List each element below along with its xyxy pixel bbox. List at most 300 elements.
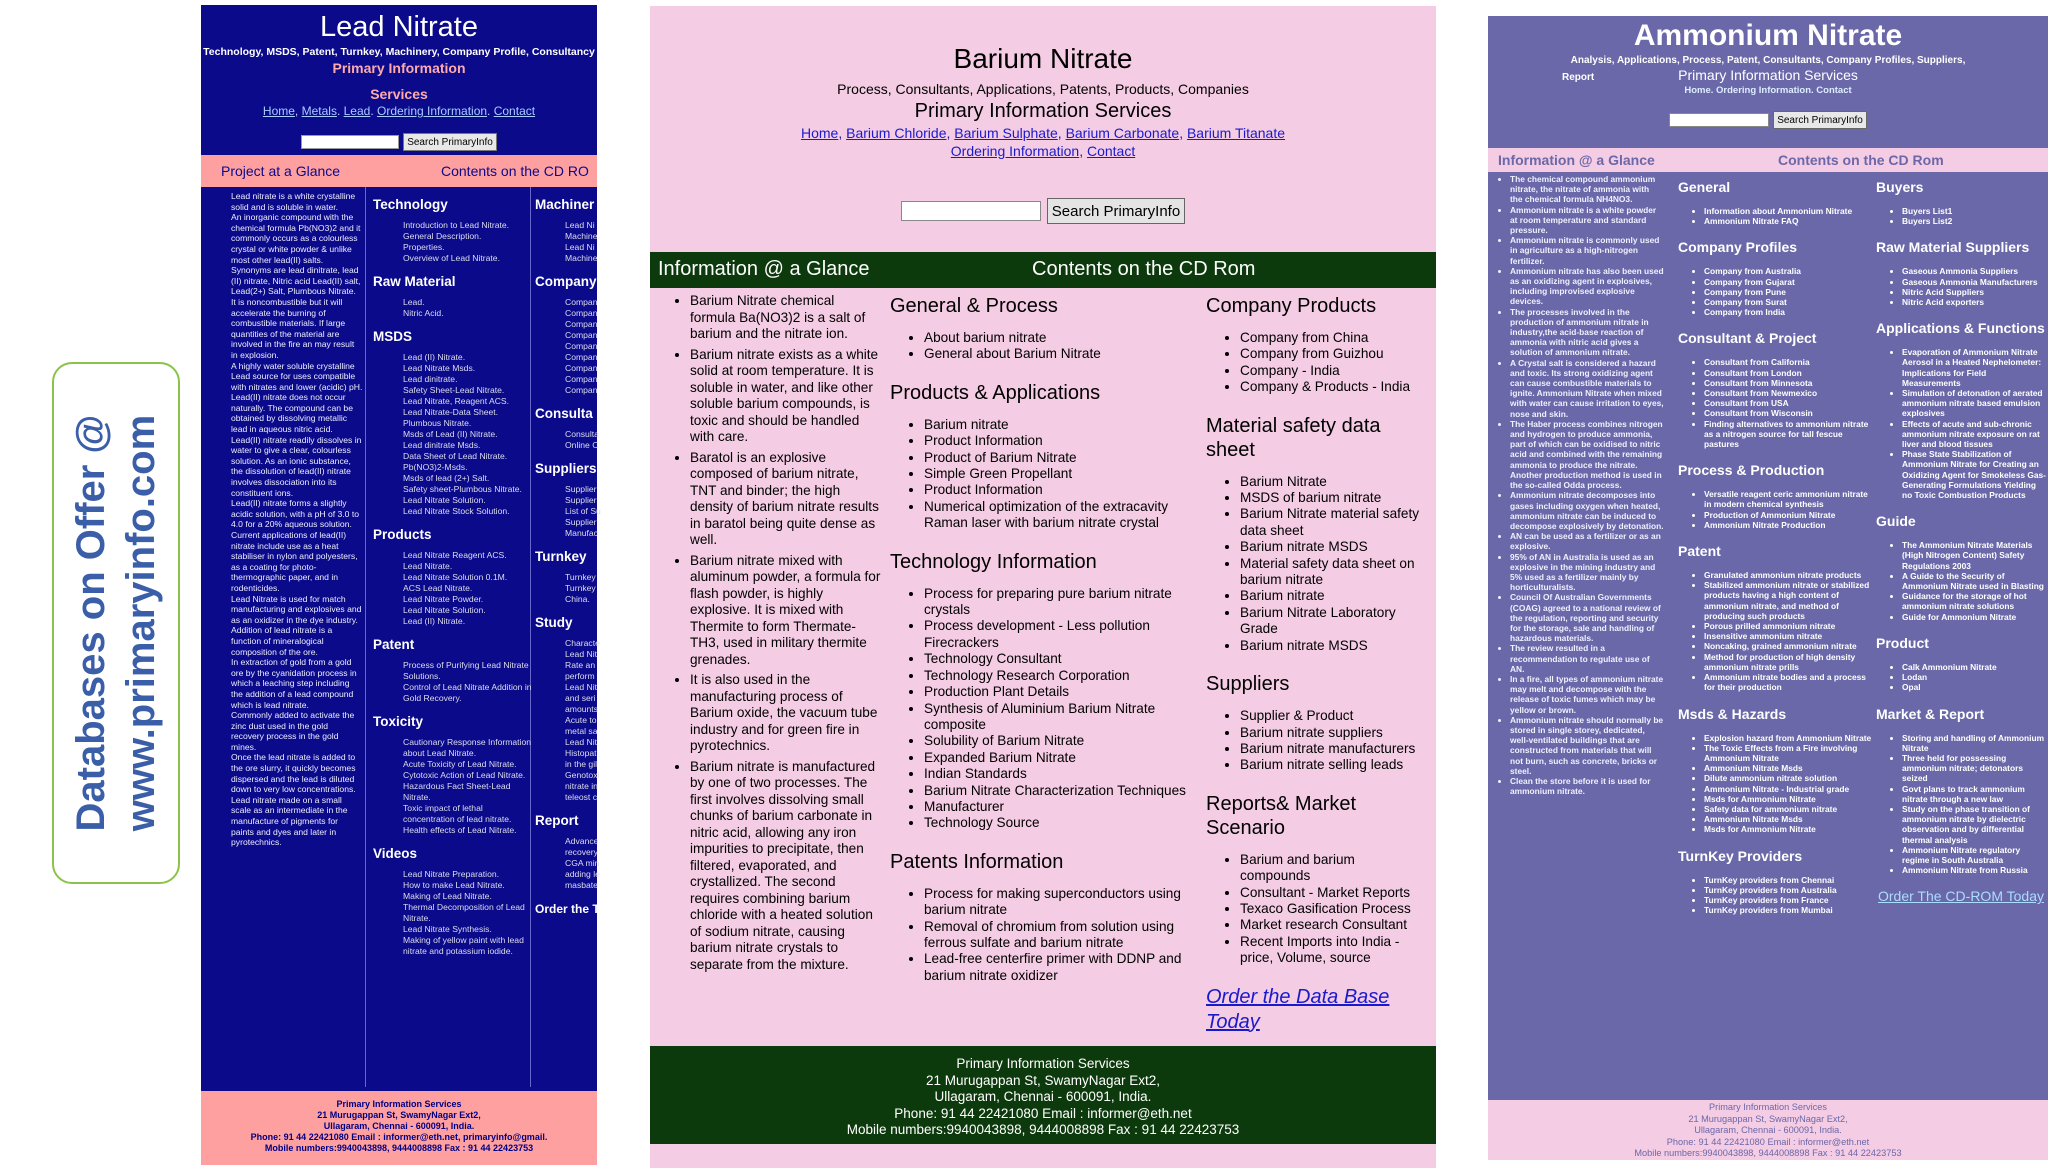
nav-link-barium-carbonate[interactable]: Barium Carbonate [1065,125,1180,141]
section-links [1206,708,1428,774]
content-link[interactable]: • Buyers List1 [1902,206,2046,216]
content-link[interactable]: • About barium nitrate [924,330,1200,346]
content-link[interactable]: Supplier [565,484,597,494]
section-heading: Suppliers [535,461,597,476]
section-heading: Material safety data sheet [1206,414,1381,461]
content-link[interactable]: • Effects of acute and sub-chronic ammonium nitrate exposure on rat liver and blood tissues [1902,419,2046,450]
content-link[interactable]: Histopat [565,748,597,758]
glance-item: • AN can be used as a fertilizer or as an explosive. [1510,531,1664,551]
content-link[interactable]: • Insensitive ammonium nitrate [1704,631,1873,641]
content-link[interactable]: Lead Ni [565,220,595,230]
section-links [535,638,655,803]
content-link[interactable]: • Company from Surat [1704,297,1873,307]
lead-header [201,5,597,151]
section-links [1678,570,1873,692]
content-link[interactable]: • Ammonium nitrate bodies and a process for their production [1704,672,1873,692]
glance-paragraph: Lead(II) nitrate forms a slightly acidic solution, with a pH of 3.0 to 4.0 for a 20% aqueous solution. [231,498,360,530]
content-link[interactable]: Process of Purifying Lead Nitrate Solutions. [403,660,529,681]
content-link[interactable]: • Lead-free centerfire primer with DDNP and barium nitrate oxidizer [924,951,1200,984]
content-link[interactable]: • Technology Consultant [924,651,1200,667]
content-link[interactable]: Cytotoxic Action of Lead Nitrate. [403,770,526,780]
content-link[interactable]: • Ammonium Nitrate FAQ [1704,216,1873,226]
section-links [1678,489,1873,530]
company-name: Primary Information [332,60,466,76]
content-link[interactable]: Lead Ni [565,242,595,252]
section-links [373,220,535,264]
content-link[interactable]: • Ammonium Nitrate from Russia [1902,865,2046,875]
glance-item: • 95% of AN in Australia is used as an explosive in the mining industry and 5% used as a fertilizer mainly by horticulturalists. [1510,552,1664,593]
content-link[interactable]: perform [565,671,595,681]
content-link[interactable]: • Porous prilled ammonium nitrate [1704,621,1873,631]
content-link[interactable]: • Process for making superconductors using barium nitrate [924,886,1200,919]
content-link[interactable]: • Simple Green Propellant [924,466,1200,482]
contents-column-1 [1678,174,1873,927]
content-link[interactable]: • Consultant from Newmexico [1704,388,1873,398]
section-heading: Technology [373,197,448,212]
content-link[interactable]: • Recent Imports into India - price, Volume, source [1240,934,1428,967]
content-link[interactable]: • Company from China [1240,330,1428,346]
section-links [1678,875,1873,916]
content-link[interactable]: • Barium Nitrate Laboratory Grade [1240,605,1428,638]
content-link[interactable]: • Texaco Gasification Process [1240,901,1428,917]
content-link[interactable]: • Process development - Less pollution Firecrackers [924,618,1200,651]
bar-glance-label: Information @ a Glance [658,258,870,280]
content-link[interactable]: in the gil [565,759,598,769]
content-link[interactable]: • Msds for Ammonium Nitrate [1704,794,1873,804]
content-link[interactable]: Online C [565,440,599,450]
report-link[interactable]: Report [1562,72,1595,83]
content-link[interactable]: Supplier [565,517,597,527]
content-link[interactable]: • Company from India [1704,307,1873,317]
content-link[interactable]: • Gaseous Ammonia Manufacturers [1902,277,2046,287]
section-heading: General [1678,179,1731,195]
content-link[interactable]: • Guidance for the storage of hot ammonium nitrate solutions [1902,591,2046,611]
content-link[interactable]: • Explosion hazard from Ammonium Nitrate [1704,733,1873,743]
content-link[interactable]: Making of yellow paint with lead nitrate and potassium iodide. [403,935,524,956]
glance-paragraph: Commonly added to activate the zinc dust used in the gold recovery process in the gold mines. [231,710,355,752]
content-link[interactable]: Thermal Decomposition of Lead Nitrate. [403,902,525,923]
footer-line: Mobile numbers:9940043898, 9444008898 Fax : 91 44 22423753 [846,1122,1240,1138]
content-link[interactable]: Characte [565,638,600,648]
content-link[interactable]: • Noncaking, grained ammonium nitrate [1704,641,1873,651]
footer-line: Primary Information Services [336,1099,462,1109]
content-link[interactable]: • Product Information [924,433,1200,449]
content-link[interactable]: Overview of Lead Nitrate. [403,253,500,263]
content-link[interactable]: Making of Lead Nitrate. [403,891,492,901]
glance-paragraph: In extraction of gold from a gold ore by the cyanidation process in which a leaching step including the addition of a lead compound which is lead nitrate. [231,657,357,710]
content-link[interactable]: • Company - India [1240,363,1428,379]
content-link[interactable]: • Market research Consultant [1240,917,1428,933]
nav-link-ordering[interactable]: Ordering Information [376,104,488,118]
content-link[interactable]: • Opal [1902,682,2046,692]
glance-item: • Ammonium nitrate should normally be stored in single storey, dedicated, well-ventilated buildings that are constructed from materials that will not burn, such as concrete, bricks or steel. [1510,715,1664,776]
glance-paragraph: Lead(II) nitrate readily dissolves in water to give a clear, colourless solution. As an ionic substance, the dissolution of lead(II) nitrate involves dissociation into its constituent ions. [231,434,362,498]
content-link[interactable]: Lead Nitrate Solution. [403,605,486,615]
section-links [1206,330,1428,396]
content-link[interactable]: • Barium nitrate [924,417,1200,433]
section-links [1876,733,2046,876]
content-link[interactable]: • Information about Ammonium Nitrate [1704,206,1873,216]
glance-item: • Barium nitrate is manufactured by one of two processes. The first involves dissolving small chunks of barium carbonate in nitric acid, allowing any iron impurities to precipitate, then filtered, evaporated, and crystallized. The second requires combining barium chloride with a heated solution of sodium nitrate, causing barium nitrate crystals to separate from the mixture. [690,759,882,974]
content-link[interactable]: • Versatile reagent ceric ammonium nitrate in modern chemical synthesis [1704,489,1873,509]
content-link[interactable]: Lead dinitrate. [403,374,458,384]
side-label-url: www.primaryinfo.com [119,414,163,832]
content-link[interactable]: How to make Lead Nitrate. [403,880,505,890]
section-heading: MSDS [373,329,413,344]
section-heading: Consultant & Project [1678,330,1817,347]
content-link[interactable]: • Guide for Ammonium Nitrate [1902,612,2046,622]
section-heading: Products & Applications [890,381,1101,404]
search-input[interactable] [301,135,399,149]
content-link[interactable]: • Barium and barium compounds [1240,852,1428,885]
nav-link-ordering[interactable]: Ordering Information [950,143,1080,159]
company-name: Primary Information Services [914,100,1172,122]
side-label-text [66,415,166,832]
content-link[interactable]: • Manufacturer [924,799,1200,815]
content-link[interactable]: • The Toxic Effects from a Fire involving Ammonium Nitrate [1704,743,1873,763]
content-link[interactable]: • Simulation of detonation of aerated ammonium nitrate based emulsion explosives [1902,388,2046,419]
nav-link-metals[interactable]: Metals [301,104,337,118]
content-link[interactable]: Manufac [565,528,598,538]
section-heading: General & Process [890,295,1058,317]
content-link[interactable]: • Product of Barium Nitrate [924,450,1200,466]
glance-item: • Ammonium nitrate decomposes into gases including oxygen when heated, ammonium nitrate can be induced to decompose explosively by detonation. [1510,490,1664,531]
glance-column [1498,174,1664,796]
bar-contents-label: Contents on the CD Rom [1032,258,1256,280]
footer-line: Mobile numbers:9940043898, 9444008898 Fax : 91 44 22423753 [264,1143,534,1153]
content-link[interactable]: • Safety data for ammonium nitrate [1704,804,1873,814]
content-link[interactable]: • Numerical optimization of the extracavity Raman laser with barium nitrate crystal [924,499,1200,532]
content-link[interactable]: Lead Nitrate Msds. [403,363,476,373]
glance-item: • Ammonium nitrate is commonly used in agriculture as a high-nitrogen fertilizer. [1510,235,1664,266]
section-heading: Reports& Market Scenario [1206,792,1357,839]
content-link[interactable]: China. [565,594,590,604]
content-link[interactable]: Genotoxi [565,770,600,780]
content-link[interactable]: Lead Nit [565,737,598,747]
content-link[interactable]: • Removal of chromium from solution using ferrous sulfate and barium nitrate [924,919,1200,952]
content-link[interactable]: • Production of Ammonium Nitrate [1704,510,1873,520]
content-link[interactable]: • Production Plant Details [924,684,1200,700]
content-link[interactable]: • Material safety data sheet on barium nitrate [1240,556,1428,589]
content-link[interactable]: • Ammonium Nitrate Msds [1704,763,1873,773]
content-link[interactable]: • Consultant from Wisconsin [1704,408,1873,418]
footer-line: Phone: 91 44 22421080 Email : informer@eth.net [894,1105,1192,1121]
section-links [373,869,535,957]
section-links [890,417,1200,532]
footer-line: Ullagaram, Chennai - 600091, India. [934,1089,1152,1105]
content-link[interactable]: • Storing and handling of Ammonium Nitrate [1902,733,2046,753]
content-link[interactable]: ACS Lead Nitrate. [403,583,473,593]
order-link[interactable]: Order the Data Base Today [1206,985,1390,1033]
section-links [1876,347,2046,500]
content-link[interactable]: • Barium nitrate manufacturers [1240,741,1428,757]
glance-item: • A Crystal salt is considered a hazard and toxic. Its strong oxidizing agent can cause combustible materials to ignite. Ammonium Nitrate when mixed with water can cause irritation to eyes, nose and skin. [1510,358,1664,419]
content-link[interactable]: Rate an [565,660,596,670]
content-link[interactable]: • TurnKey providers from France [1704,895,1873,905]
content-link[interactable]: Lead Nitrate Solution. [403,495,486,505]
section-links [535,572,655,605]
content-link[interactable]: • Expanded Barium Nitrate [924,750,1200,766]
content-link[interactable]: • Barium Nitrate Characterization Techniques [924,783,1200,799]
content-link[interactable]: • Consultant from Minnesota [1704,378,1873,388]
content-link[interactable]: • Calk Ammonium Nitrate [1902,662,2046,672]
content-link[interactable]: • Company & Products - India [1240,379,1428,395]
content-link[interactable]: • Consultant from USA [1704,398,1873,408]
company-services: Services [370,86,428,102]
content-link[interactable]: Lead Nitrate Powder. [403,594,484,604]
content-link[interactable]: • Lodan [1902,672,2046,682]
content-link[interactable]: • Technology Research Corporation [924,668,1200,684]
content-link[interactable]: • Company from Australia [1704,266,1873,276]
content-link[interactable]: • Nitric Acid Suppliers [1902,287,2046,297]
nav-link-home[interactable]: Home [800,125,839,141]
content-link[interactable]: • Stabilized ammonium nitrate or stabilized products having a high content of ammonium nitrate, and method of producing such products [1704,580,1873,621]
content-link[interactable]: • TurnKey providers from Chennai [1704,875,1873,885]
glance-column [231,191,363,848]
glance-paragraph: Lead nitrate made on a small scale as an intermediate in the manufacture of pigments for paints and dyes and later in pyrotechnics. [231,794,348,848]
content-link[interactable]: • Company from Guizhou [1240,346,1428,362]
section-links [1206,474,1428,654]
glance-item: • Council Of Australian Governments (COAG) agreed to a national review of the regulation, reporting and security for the storage, sale and handling of hazardous materials. [1510,592,1664,643]
content-link[interactable]: • Process for preparing pure barium nitrate crystals [924,586,1200,619]
content-link[interactable]: • General about Barium Nitrate [924,346,1200,362]
content-link[interactable]: • Gaseous Ammonia Suppliers [1902,266,2046,276]
nav-link-barium-sulphate[interactable]: Barium Sulphate [954,125,1058,141]
search-button[interactable]: Search PrimaryInfo [1773,111,1867,129]
content-link[interactable]: Compan [565,319,598,329]
content-link[interactable]: Lead Nitrate-Data Sheet. [403,407,499,417]
content-link[interactable]: • Buyers List2 [1902,216,2046,226]
content-link[interactable]: • Company from Pune [1704,287,1873,297]
content-link[interactable]: • Barium nitrate selling leads [1240,757,1428,773]
content-link[interactable]: • Method for production of high density ammonium nitrate prills [1704,652,1873,672]
content-link[interactable]: Msds of lead (2+) Salt. [403,473,490,483]
content-link[interactable]: • Barium Nitrate material safety data sheet [1240,506,1428,539]
section-heading: Patent [373,637,415,652]
content-link[interactable]: Lead Nitrate Stock Solution. [403,506,510,516]
content-link[interactable]: Compan [565,385,598,395]
glance-item: • In a fire, all types of ammonium nitrate may melt and decompose with the release of toxic fumes which may be yellow or brown. [1510,674,1664,715]
content-link[interactable]: Machine [565,231,598,241]
content-link[interactable]: Lead Nit [565,649,598,659]
contents-column-2 [1206,290,1428,1035]
content-link[interactable]: Safety sheet-Plumbous Nitrate. [403,484,522,494]
content-link[interactable]: masbate [565,880,598,890]
content-link[interactable]: • The Ammonium Nitrate Materials (High Nitrogen Content) Safety Regulations 2003 [1902,540,2046,571]
content-link[interactable]: • Indian Standards [924,766,1200,782]
content-link[interactable]: Health effects of Lead Nitrate. [403,825,517,835]
content-link[interactable]: Lead (II) Nitrate. [403,616,466,626]
content-link[interactable]: nitrate in [565,781,598,791]
content-link[interactable]: Turnkey [565,572,596,582]
nav-link-contact[interactable]: Contact [1086,143,1136,159]
content-link[interactable]: • MSDS of barium nitrate [1240,490,1428,506]
content-link[interactable]: adding le [565,869,600,879]
content-link[interactable]: Toxic impact of lethal concentration of lead nitrate. [403,803,512,824]
nav-link-home[interactable]: Home [262,104,295,118]
search-input[interactable] [901,201,1041,221]
content-link[interactable]: • Barium nitrate [1240,588,1428,604]
section-heading: Patents Information [890,850,1064,873]
search-input[interactable] [1669,113,1769,127]
section-heading: Videos [373,846,418,861]
content-link[interactable]: Properties. [403,242,445,252]
content-link[interactable]: • Granulated ammonium nitrate products [1704,570,1873,580]
content-link[interactable]: Lead Nitrate Reagent ACS. [403,550,507,560]
content-link[interactable]: • Barium nitrate MSDS [1240,539,1428,555]
content-link[interactable]: • Consultant from London [1704,368,1873,378]
page-title: Ammonium Nitrate [1633,19,1903,52]
content-link[interactable]: CGA min [565,858,600,868]
footer-line: 21 Murugappan St, SwamyNagar Ext2, [1688,1113,1848,1124]
content-link[interactable]: Turnkey [565,583,596,593]
content-link[interactable]: Plumbous Nitrate. [403,418,472,428]
content-link[interactable]: • Barium Nitrate [1240,474,1428,490]
content-link[interactable]: • Consultant from California [1704,357,1873,367]
content-link[interactable]: metal sa [565,726,598,736]
content-link[interactable]: Introduction to Lead Nitrate. [403,220,510,230]
content-link[interactable]: Acute Toxicity of Lead Nitrate. [403,759,517,769]
content-link[interactable]: Compan [565,297,598,307]
content-link[interactable]: Lead Nit [565,682,598,692]
content-link[interactable]: Supplier [565,495,597,505]
content-link[interactable]: Compan [565,330,598,340]
content-link[interactable]: • Barium nitrate MSDS [1240,638,1428,654]
content-link[interactable]: amounts [565,704,598,714]
content-link[interactable]: • TurnKey providers from Mumbai [1704,905,1873,915]
nav-link-barium-titanate[interactable]: Barium Titanate [1186,125,1286,141]
content-link[interactable]: Nitric Acid. [403,308,444,318]
nav-links[interactable]: Home. Ordering Information. Contact [1684,85,1852,96]
content-link[interactable]: Lead Nitrate, Reagent ACS. [403,396,510,406]
content-link[interactable]: Compan [565,363,598,373]
nav-links-2: Ordering Information, Contact [950,143,1136,159]
footer-line: Phone: 91 44 22421080 Email : informer@eth.net, primaryinfo@gmail. [250,1132,548,1142]
contents-column-1 [373,191,535,967]
content-link[interactable]: • Ammonium Nitrate Msds [1704,814,1873,824]
content-link[interactable]: Control of Lead Nitrate Addition in Gold Recovery. [403,682,532,703]
content-link[interactable]: • Ammonium Nitrate regulatory regime in South Australia [1902,845,2046,865]
content-link[interactable]: • Supplier & Product [1240,708,1428,724]
section-heading: Product [1876,634,1929,651]
content-link[interactable]: • Solubility of Barium Nitrate [924,733,1200,749]
glance-item: • The processes involved in the production of ammonium nitrate in industry,the acid-base reaction of ammonia with nitric acid gives a solution of ammonium nitrate. [1510,307,1664,358]
content-link[interactable]: Msds of Lead (II) Nitrate. [403,429,498,439]
footer [201,1091,597,1165]
content-link[interactable]: • Govt plans to track ammonium nitrate through a new law [1902,784,2046,804]
barium-nitrate-page [650,6,1436,1168]
section-links [373,550,535,627]
content-link[interactable]: Lead Nitrate Preparation. [403,869,500,879]
content-link[interactable]: • Finding alternatives to ammonium nitrate as a nitrogen source for tall fescue pastures [1704,419,1873,450]
content-link[interactable]: Compan [565,352,598,362]
content-link[interactable]: recovery [565,847,598,857]
content-link[interactable]: Lead dinitrate Msds. [403,440,481,450]
content-link[interactable]: Compan [565,308,598,318]
content-link[interactable]: • Msds for Ammonium Nitrate [1704,824,1873,834]
content-link[interactable]: Lead Nitrate. [403,561,453,571]
order-link[interactable]: Order The CD-ROM Today [1878,888,2044,905]
section-links [535,836,655,891]
content-link[interactable]: Lead. [403,297,425,307]
section-links [890,586,1200,832]
glance-paragraph: An inorganic compound with the chemical formula Pb(NO3)2 and it commonly occurs as a colourless crystal or white powder & unlike most other lead(II) salts. [231,212,361,265]
section-links [1678,357,1873,449]
section-heading: Technology Information [890,550,1097,573]
glance-item: • The review resulted in a recommendation to regulate use of AN. [1510,643,1664,674]
section-links [535,220,655,264]
search-button[interactable]: Search PrimaryInfo [1047,198,1185,224]
content-link[interactable]: Lead Nitrate Solution 0.1M. [403,572,508,582]
content-link[interactable]: Machine [565,253,598,263]
content-link[interactable]: and seri [565,693,596,703]
content-link[interactable]: Advance [565,836,599,846]
content-link[interactable]: Lead Nitrate Synthesis. [403,924,492,934]
content-link[interactable]: • Nitric Acid exporters [1902,297,2046,307]
nav-link-barium-chloride[interactable]: Barium Chloride [846,125,947,141]
order-link[interactable]: Order the Today [535,902,627,916]
section-heading: Applications & Functions [1876,320,2045,337]
content-link[interactable]: Data Sheet of Lead Nitrate. [403,451,508,461]
content-link[interactable]: Safety Sheet-Lead Nitrate. [403,385,505,395]
content-link[interactable]: • Ammonium Nitrate Production [1704,520,1873,530]
content-link[interactable]: Consulta [565,429,599,439]
content-link[interactable]: • Synthesis of Aluminium Barium Nitrate composite [924,701,1200,734]
bar-glance-label: Information @ a Glance [1498,152,1655,168]
content-link[interactable]: • Product Information [924,482,1200,498]
footer-line: Primary Information Services [1709,1102,1827,1112]
section-heading: Market & Report [1876,705,1985,722]
nav-link-lead[interactable]: Lead [343,104,371,118]
content-link[interactable]: • A Guide to the Security of Ammonium Nitrate used in Blasting [1902,571,2046,591]
nav-link-contact[interactable]: Contact [493,104,536,118]
section-links [373,737,535,836]
content-link[interactable]: Lead (II) Nitrate. [403,352,466,362]
content-link[interactable]: General Description. [403,231,482,241]
search-button[interactable]: Search PrimaryInfo [403,133,497,151]
column-divider [365,187,366,1087]
glance-column [672,293,882,977]
glance-item: • The Haber process combines nitrogen and hydrogen to produce ammonia, part of which can be oxidised to nitric acid and combined with the remaining ammonia to produce the nitrate. Another production method is used in the so-called Odda process. [1510,419,1664,490]
search-form [650,198,1436,224]
content-link[interactable]: Compan [565,341,598,351]
content-link[interactable]: • Study on the phase transition of ammonium nitrate by dielectric observation and by differential thermal analysis [1902,804,2046,845]
content-link[interactable]: • Barium nitrate suppliers [1240,725,1428,741]
content-link[interactable]: • Ammonium Nitrate - Industrial grade [1704,784,1873,794]
content-link[interactable]: teleost c [565,792,598,802]
content-link[interactable]: • Dilute ammonium nitrate solution [1704,773,1873,783]
content-link[interactable]: Compan [565,374,598,384]
content-link[interactable]: Cautionary Response Information about Lead Nitrate. [403,737,532,758]
content-link[interactable]: Pb(NO3)2-Msds. [403,462,468,472]
section-heading: Process & Production [1678,462,1825,479]
section-links [373,352,535,517]
content-link[interactable]: • TurnKey providers from Australia [1704,885,1873,895]
nav-links: Home, Metals. Lead. Ordering Information. Contact [262,104,536,118]
content-link[interactable]: • Technology Source [924,815,1200,831]
content-link[interactable]: Hazardous Fact Sheet-Lead Nitrate. [403,781,511,802]
glance-paragraph: It is noncombustible but it will accelerate the burning of combustible materials. If large quantities of the material are involved in the fire an may result in explosion. [231,296,355,360]
content-link[interactable]: • Phase State Stabilization of Ammonium Nitrate for Creating an Oxidizing Agent for Smokeless Gas-Generating Formulations Yielding no Toxic Combustion Products [1902,449,2046,500]
content-link[interactable]: • Company from Gujarat [1704,277,1873,287]
content-link[interactable]: • Evaporation of Ammonium Nitrate Aerosol in a Heated Nephelometer: Implications for Field Measurements [1902,347,2046,388]
content-link[interactable]: List of Su [565,506,601,516]
section-heading: Msds & Hazards [1678,705,1787,722]
content-link[interactable]: Acute to [565,715,597,725]
section-heading: Company Profiles [1678,239,1798,256]
content-link[interactable]: • Three held for possessing ammonium nitrate; detonators seized [1902,753,2046,784]
content-link[interactable]: • Consultant - Market Reports [1240,885,1428,901]
